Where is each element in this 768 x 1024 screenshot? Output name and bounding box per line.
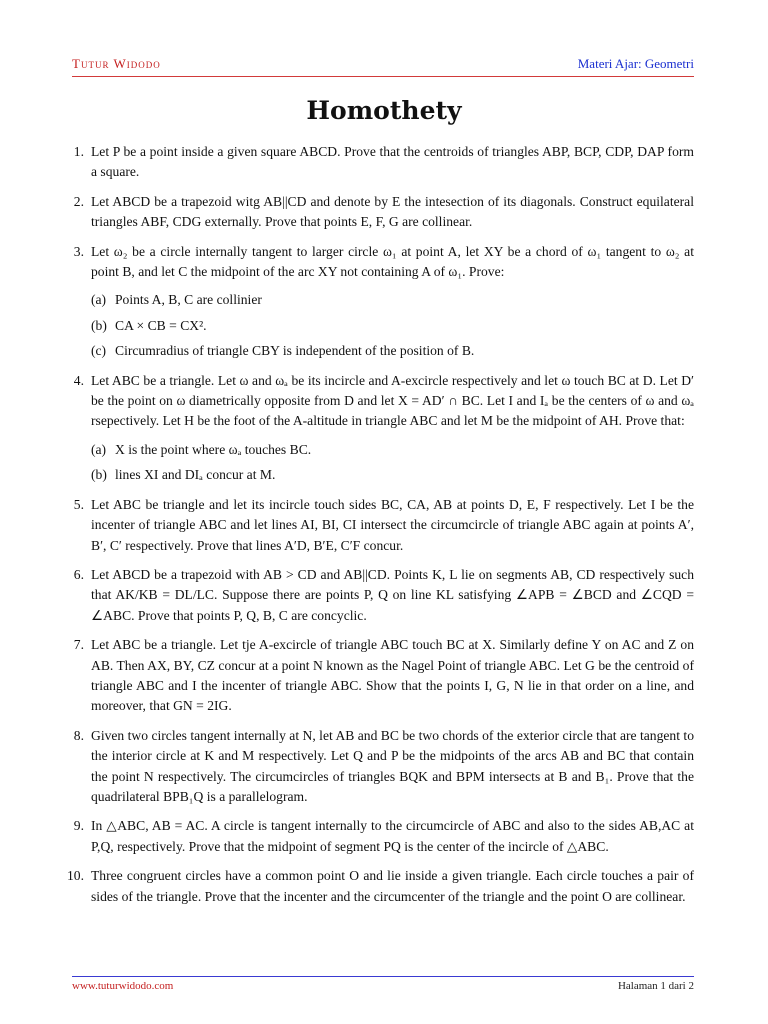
- problem-list: [67, 142, 694, 916]
- problem-text: Let ABCD be a trapezoid with AB > CD and AB||CD. Points K, L lie on segments AB, CD respectively such that AK/KB = DL/LC. Suppose there are points P, Q on line KL satisfying ∠APB = ∠BCD and ∠CQD = ∠ABC. Prove that points P, Q, B, C are concyclic.: [91, 566, 694, 623]
- problem-number: 6.: [73, 566, 84, 582]
- header-subject: Materi Ajar: Geometri: [577, 56, 694, 71]
- problem-text: Let ABCD be a trapezoid witg AB||CD and denote by E the intesection of its diagonals. Construct equilateral triangles ABF, CDG externally. Prove that points E, F, G are collinear.: [91, 193, 694, 230]
- problem-text: Let ABC be triangle and let its incircle touch sides BC, CA, AB at points D, E, F respectively. Let I be the incenter of triangle ABC and let lines AI, BI, CI intersect the circumcircle of triangle ABC again at points A′, B′, C′ respectively. Prove that lines A′D, B′E, C′F concur.: [91, 496, 694, 553]
- subproblem-text: Circumradius of triangle CBY is independent of the position of B.: [115, 343, 475, 359]
- problem-text: Let P be a point inside a given square ABCD. Prove that the centroids of triangles ABP, BCP, CDP, DAP form a square.: [91, 144, 694, 180]
- problem-number: 9.: [73, 818, 84, 834]
- problem-text: Let ABC be a triangle. Let tje A-excircle of triangle ABC touch BC at X. Similarly define Y on AC and Z on AB. Then AX, BY, CZ concur at a point N known as the Nagel Point of triangle ABC. Let G be the centroid of triangle ABC and I the incenter of triangle ABC. Show that the points I, G, N lie in that order on a line, and moreover, that GN = 2IG.: [91, 637, 694, 714]
- subproblem-list: [91, 440, 694, 486]
- subproblem-item: [91, 341, 694, 361]
- subproblem-text: X is the point where ωₐ touches BC.: [115, 441, 312, 457]
- problem-item: [72, 816, 694, 857]
- problem-number: 4.: [73, 372, 84, 388]
- subproblem-text: CA × CB = CX².: [115, 317, 207, 333]
- page-title: Homothety: [306, 96, 462, 125]
- problem-number: 2.: [73, 193, 84, 209]
- problem-item: [67, 866, 694, 907]
- problem-number: 7.: [73, 637, 84, 653]
- problem-text: In △ABC, AB = AC. A circle is tangent internally to the circumcircle of ABC and also to the sides AB,AC at P,Q, respectively. Prove that the midpoint of segment PQ is the center of the incircle of △ABC.: [91, 818, 694, 854]
- subproblem-item: [91, 290, 694, 310]
- problem-item: [72, 495, 694, 556]
- problem-number: 3.: [73, 243, 84, 259]
- problem-number: 5.: [73, 496, 84, 512]
- subproblem-label: (b): [91, 467, 107, 483]
- problem-item: [72, 565, 694, 626]
- footer-page-number: Halaman 1 dari 2: [617, 980, 694, 992]
- subproblem-label: (c): [91, 343, 107, 359]
- problem-item: [72, 726, 694, 808]
- page-header: [72, 56, 694, 77]
- problem-text: Given two circles tangent internally at N, let AB and BC be two chords of the exterior circle that are tangent to the interior circle at K and M respectively. Let Q and P be the midpoints of the arcs AB and BC that contain the point N respectively. The circumcircles of triangles BQK and BPM intersects at B and B₁. Prove that the quadrilateral BPB₁Q is a parallelogram.: [91, 727, 694, 804]
- problem-number: 10.: [67, 868, 84, 884]
- subproblem-item: [91, 316, 694, 336]
- problem-text: Let ABC be a triangle. Let ω and ωₐ be its incircle and A-excircle respectively and let ω touch BC at D. Let D′ be the point on ω diametrically opposite from D and let X = AD′ ∩ BC. Let I and Iₐ be the centers of ω and ωₐ rsepectively. Let H be the foot of the A-altitude in triangle ABC and let M be the midpoint of AH. Prove that:: [91, 372, 694, 429]
- subproblem-text: Points A, B, C are collinier: [115, 292, 262, 308]
- footer-website-link[interactable]: www.tuturwidodo.com: [72, 980, 174, 992]
- problem-number: 1.: [73, 144, 84, 159]
- problem-item: [72, 635, 694, 717]
- subproblem-label: (b): [91, 317, 107, 333]
- page-footer: [72, 976, 694, 997]
- problem-item: [72, 242, 694, 362]
- subproblem-label: (a): [91, 292, 107, 308]
- subproblem-label: (a): [91, 441, 107, 457]
- problem-item: [72, 192, 694, 233]
- problem-text: Let ω₂ be a circle internally tangent to larger circle ω₁ at point A, let XY be a chord of ω₁ tangent to ω₂ at point B, and let C the midpoint of the arc XY not containing A of ω₁. Prove:: [91, 243, 694, 280]
- problem-text: Three congruent circles have a common point O and lie inside a given triangle. Each circle touches a pair of sides of the triangle. Prove that the incenter and the circumcenter of the triangle and the point O are collinear.: [91, 868, 694, 904]
- subproblem-item: [91, 440, 694, 460]
- subproblem-text: lines XI and DIₐ concur at M.: [115, 467, 276, 483]
- subproblem-item: [91, 465, 694, 485]
- problem-item: [72, 142, 694, 183]
- problem-number: 8.: [73, 727, 84, 743]
- subproblem-list: [91, 290, 694, 361]
- header-author: Tutur Widodo: [72, 56, 161, 71]
- problem-item: [72, 371, 694, 486]
